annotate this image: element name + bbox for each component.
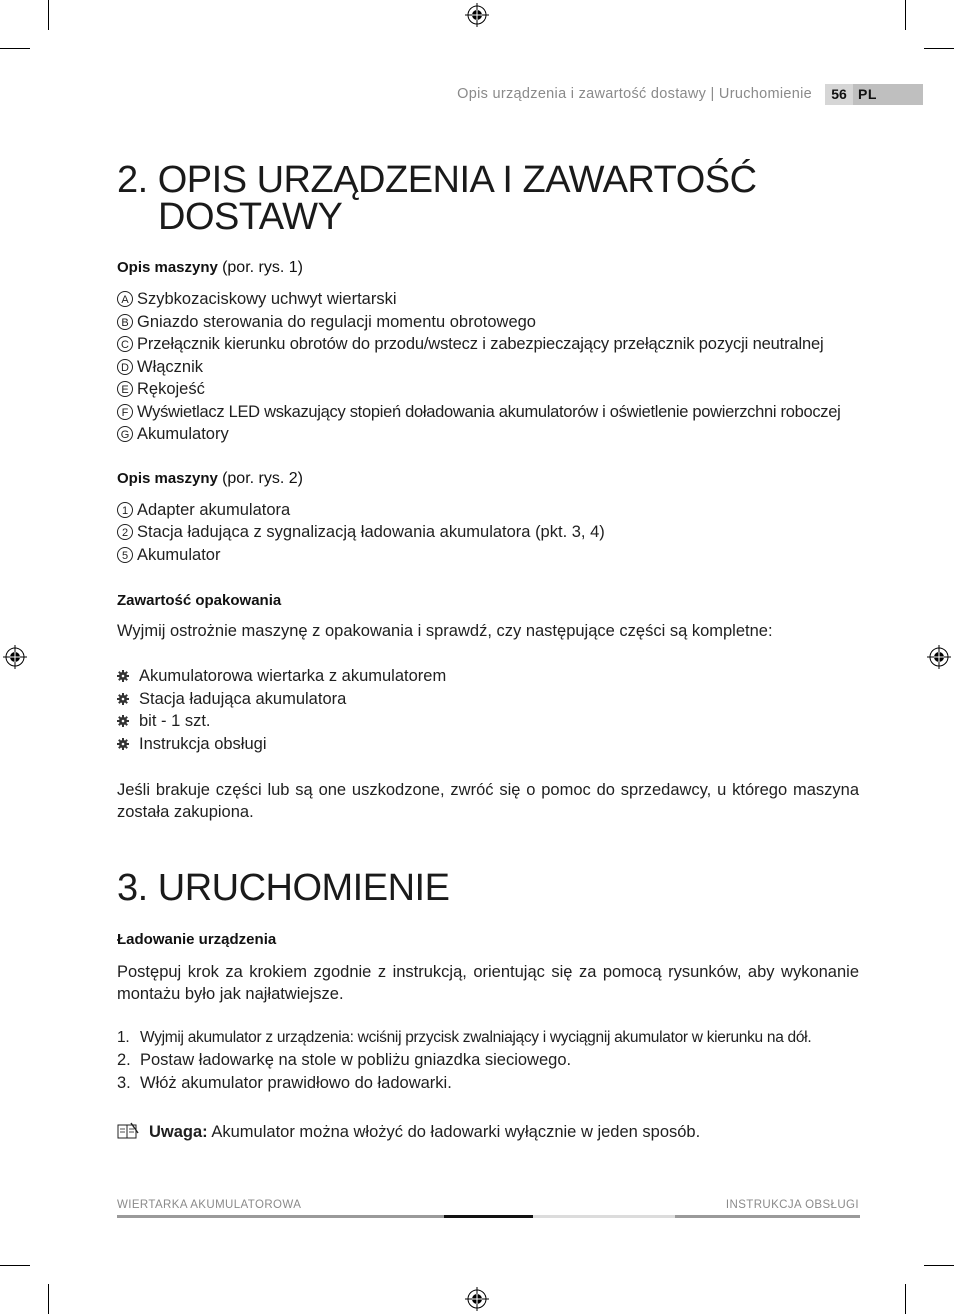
page-number: 56 (825, 84, 853, 105)
part-item (117, 335, 824, 354)
machine-description-1-title (117, 259, 303, 277)
crop-mark (924, 1265, 954, 1266)
crop-mark (0, 48, 30, 49)
charging-title: Ładowanie urządzenia (117, 931, 277, 948)
footer-right: INSTRUKCJA OBSŁUGI (725, 1199, 859, 1211)
registration-mark-icon (465, 3, 489, 27)
part-marker: 5 (117, 547, 133, 563)
step-number: 2. (117, 1051, 131, 1069)
figure-reference: (por. rys. 1) (222, 259, 303, 276)
subheading-label: Opis maszyny (117, 259, 218, 276)
part-item (117, 313, 536, 332)
list-item (117, 712, 211, 731)
part-label: Adapter akumulatora (137, 501, 291, 519)
charging-intro: Postępuj krok za krokiem zgodnie z instrukcją, orientując się za pomocą rysunków, aby wykonanie montażu było jak najłatwiejsze. (117, 963, 859, 1003)
step-item (117, 1051, 571, 1070)
part-label: Szybkozaciskowy uchwyt wiertarski (137, 290, 397, 308)
step-number: 1. (117, 1029, 130, 1046)
crop-mark (48, 1284, 49, 1314)
footer-bar (117, 1215, 444, 1218)
gear-bullet-icon (117, 693, 129, 705)
step-number: 3. (117, 1074, 131, 1092)
missing-parts-paragraph: Jeśli brakuje części lub są one uszkodzone, zwróć się o pomoc do sprzedawcy, u którego maszyna została zakupiona. (117, 781, 859, 821)
list-item-text: Stacja ładująca akumulatora (139, 690, 347, 708)
gear-bullet-icon (117, 738, 129, 750)
part-item (117, 546, 220, 565)
step-text: Włóż akumulator prawidłowo do ładowarki. (140, 1074, 452, 1092)
part-item (117, 403, 841, 422)
step-item (117, 1029, 811, 1047)
part-item (117, 523, 605, 542)
list-item-text: Instrukcja obsługi (139, 735, 267, 753)
note-label: Uwaga: (149, 1123, 208, 1141)
part-marker: F (117, 404, 133, 420)
note-text: Akumulator można włożyć do ładowarki wyłącznie w jeden sposób. (211, 1123, 701, 1141)
part-label: Akumulator (137, 546, 221, 564)
section-heading-continued: DOSTAWY (158, 196, 343, 238)
crop-mark (48, 0, 49, 30)
footer-bar (444, 1215, 533, 1218)
step-text: Postaw ładowarkę na stole w pobliżu gniazdka sieciowego. (140, 1051, 572, 1069)
language-code: PL (858, 86, 877, 102)
part-marker: B (117, 314, 133, 330)
crop-mark (924, 48, 954, 49)
running-title: Opis urządzenia i zawartość dostawy | Uruchomienie (457, 86, 812, 102)
part-marker: G (117, 426, 133, 442)
subheading-label: Opis maszyny (117, 470, 218, 487)
note (117, 1122, 700, 1142)
gear-bullet-icon (117, 715, 129, 727)
figure-reference: (por. rys. 2) (222, 470, 303, 487)
part-label: Wyświetlacz LED wskazujący stopień doładowania akumulatorów i oświetlenie powierzchni roboczej (137, 403, 841, 421)
book-note-icon (117, 1122, 139, 1140)
footer-bar (675, 1215, 860, 1218)
footer-left: WIERTARKA AKUMULATOROWA (117, 1199, 302, 1211)
part-item (117, 358, 203, 377)
part-label: Włącznik (137, 358, 204, 376)
part-marker: 2 (117, 524, 133, 540)
part-label: Akumulatory (137, 425, 229, 443)
part-item (117, 290, 397, 309)
part-marker: E (117, 381, 133, 397)
crop-mark (0, 1265, 30, 1266)
registration-mark-icon (3, 645, 27, 669)
list-item-text: Akumulatorowa wiertarka z akumulatorem (139, 667, 447, 685)
part-marker: D (117, 359, 133, 375)
registration-mark-icon (465, 1287, 489, 1311)
list-item (117, 735, 266, 754)
machine-description-2-title (117, 470, 303, 488)
step-text: Wyjmij akumulator z urządzenia: wciśnij przycisk zwalniający i wyciągnij akumulator w kierunku na dół. (140, 1029, 812, 1046)
part-label: Rękojeść (137, 380, 205, 398)
part-label: Przełącznik kierunku obrotów do przodu/wstecz i zabezpieczający przełącznik pozycji neutralnej (137, 335, 824, 353)
crop-mark (905, 1284, 906, 1314)
list-item (117, 690, 346, 709)
footer-bar (533, 1215, 675, 1218)
part-label: Gniazdo sterowania do regulacji momentu obrotowego (137, 313, 536, 331)
part-marker: 1 (117, 502, 133, 518)
list-item-text: bit - 1 szt. (139, 712, 211, 730)
list-item (117, 667, 446, 686)
part-item (117, 380, 205, 399)
package-contents-intro: Wyjmij ostrożnie maszynę z opakowania i sprawdź, czy następujące części są kompletne: (117, 622, 773, 640)
part-marker: C (117, 336, 133, 352)
part-item (117, 425, 229, 444)
crop-mark (905, 0, 906, 30)
step-item (117, 1074, 452, 1093)
part-marker: A (117, 291, 133, 307)
part-label: Stacja ładująca z sygnalizacją ładowania akumulatora (pkt. 3, 4) (137, 523, 605, 541)
package-contents-title: Zawartość opakowania (117, 592, 282, 609)
registration-mark-icon (927, 645, 951, 669)
section-heading: 3. URUCHOMIENIE (117, 867, 450, 909)
part-item (117, 501, 290, 520)
gear-bullet-icon (117, 670, 129, 682)
section-heading: 2. OPIS URZĄDZENIA I ZAWARTOŚĆ (117, 159, 757, 201)
